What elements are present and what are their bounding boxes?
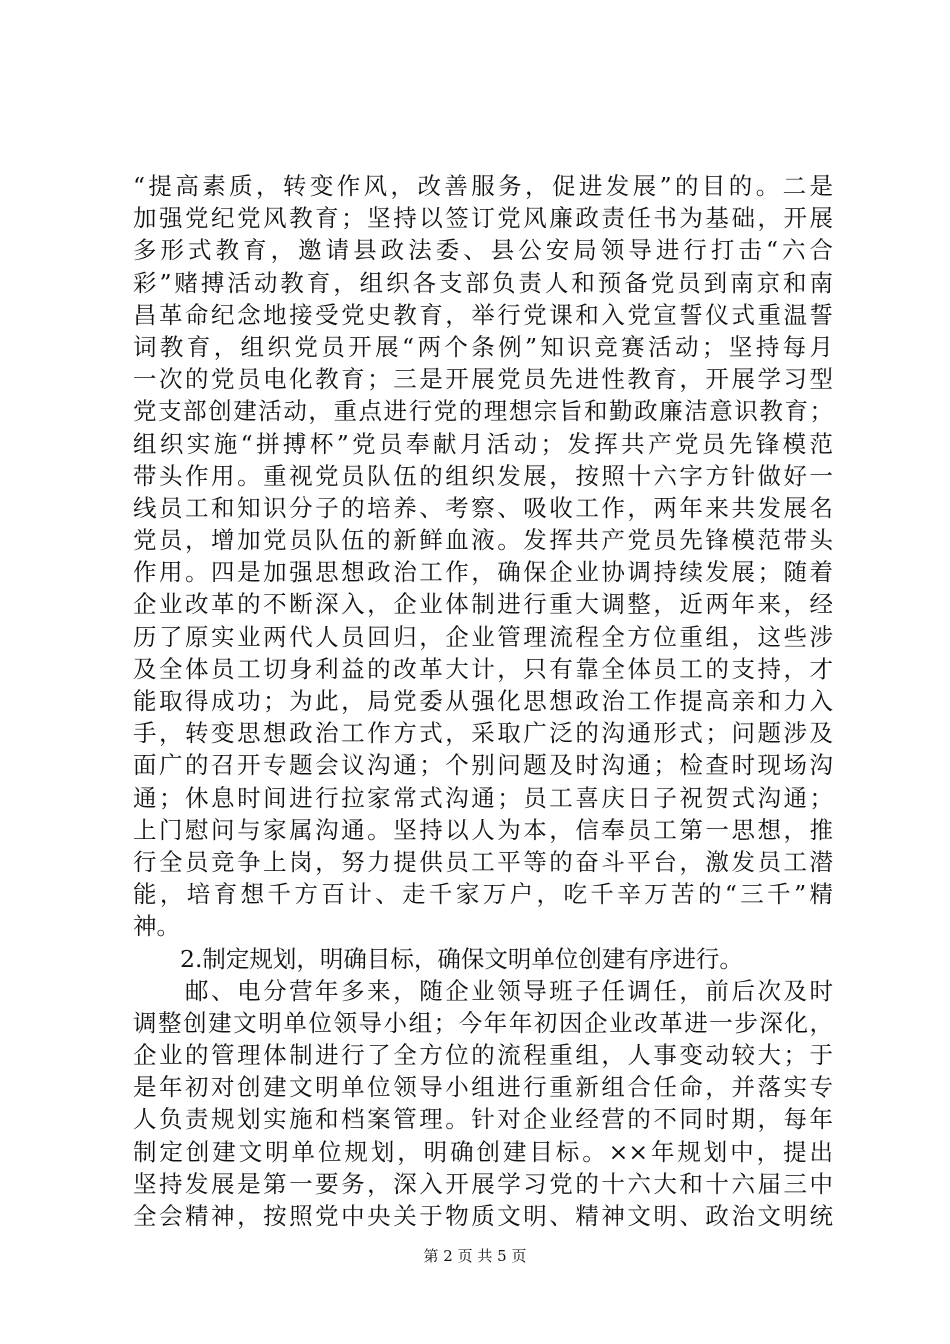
text-line: 企业改革的不断深入，企业体制进行重大调整，近两年来，经 [133, 590, 833, 619]
text-line: “提高素质，转变作风，改善服务，促进发展”的目的。二是 [133, 172, 833, 200]
text-line: 上门慰问与家属沟通。坚持以人为本，信奉员工第一思想，推 [133, 815, 833, 844]
text-line: 企业的管理体制进行了全方位的流程重组，人事变动较大；于 [133, 1041, 833, 1070]
text-line: 彩”赌搏活动教育，组织各支部负责人和预备党员到南京和南 [133, 268, 833, 297]
text-line: 坚持发展是第一要务，深入开展学习党的十六大和十六届三中 [133, 1169, 833, 1198]
text-line: 手，转变思想政治工作方式，采取广泛的沟通形式；问题涉及 [133, 719, 833, 748]
text-line: 人负责规划实施和档案管理。针对企业经营的不同时期，每年 [133, 1105, 833, 1134]
page-footer: 第 2 页 共 5 页 [423, 1247, 527, 1265]
text-line: 多形式教育，邀请县政法委、县公安局领导进行打击“六合 [133, 236, 833, 265]
text-line: 行全员竞争上岗，努力提供员工平等的奋斗平台，激发员工潜 [133, 847, 833, 876]
text-line: 昌革命纪念地接受党史教育，举行党课和入党宣誓仪式重温誓 [133, 300, 833, 329]
text-line: 党员，增加党员队伍的新鲜血液。发挥共产党员先锋模范带头 [133, 526, 833, 555]
text-line: 邮、电分营年多来，随企业领导班子任调任，前后次及时 [133, 976, 833, 1005]
text-line: 线员工和知识分子的培养、考察、吸收工作，两年来共发展名 [133, 493, 833, 522]
text-line: 2.制定规划，明确目标，确保文明单位创建有序进行。 [133, 944, 743, 973]
body-text [133, 170, 833, 1232]
text-line: 调整创建文明单位领导小组；今年年初因企业改革进一步深化， [133, 1008, 833, 1037]
text-line: 一次的党员电化教育；三是开展党员先进性教育，开展学习型 [133, 365, 833, 394]
text-line: 全会精神，按照党中央关于物质文明、精神文明、政治文明统 [133, 1202, 833, 1230]
text-line: 神。 [133, 912, 180, 941]
text-line: 组织实施“拼搏杯”党员奉献月活动；发挥共产党员先锋模范 [133, 429, 833, 458]
text-line: 及全体员工切身利益的改革大计，只有靠全体员工的支持，才 [133, 654, 833, 683]
text-line: 党支部创建活动，重点进行党的理想宗旨和勤政廉洁意识教育； [133, 397, 833, 426]
text-line: 通；休息时间进行拉家常式沟通；员工喜庆日子祝贺式沟通； [133, 783, 833, 812]
text-line: 面广的召开专题会议沟通；个别问题及时沟通；检查时现场沟 [133, 751, 833, 780]
text-line: 词教育，组织党员开展“两个条例”知识竞赛活动；坚持每月 [133, 332, 833, 361]
text-line: 制定创建文明单位规划，明确创建目标。××年规划中，提出 [133, 1137, 833, 1166]
text-line: 能取得成功；为此，局党委从强化思想政治工作提高亲和力入 [133, 687, 833, 715]
text-line: 作用。四是加强思想政治工作，确保企业协调持续发展；随着 [133, 558, 833, 587]
text-line: 带头作用。重视党员队伍的组织发展，按照十六字方针做好一 [133, 461, 833, 490]
text-line: 加强党纪党风教育；坚持以签订党风廉政责任书为基础，开展 [133, 204, 833, 233]
text-line: 历了原实业两代人员回归，企业管理流程全方位重组，这些涉 [133, 622, 833, 651]
text-line: 能，培育想千方百计、走千家万户，吃千辛万苦的“三千”精 [133, 880, 833, 909]
text-line: 是年初对创建文明单位领导小组进行重新组合任命，并落实专 [133, 1073, 833, 1102]
